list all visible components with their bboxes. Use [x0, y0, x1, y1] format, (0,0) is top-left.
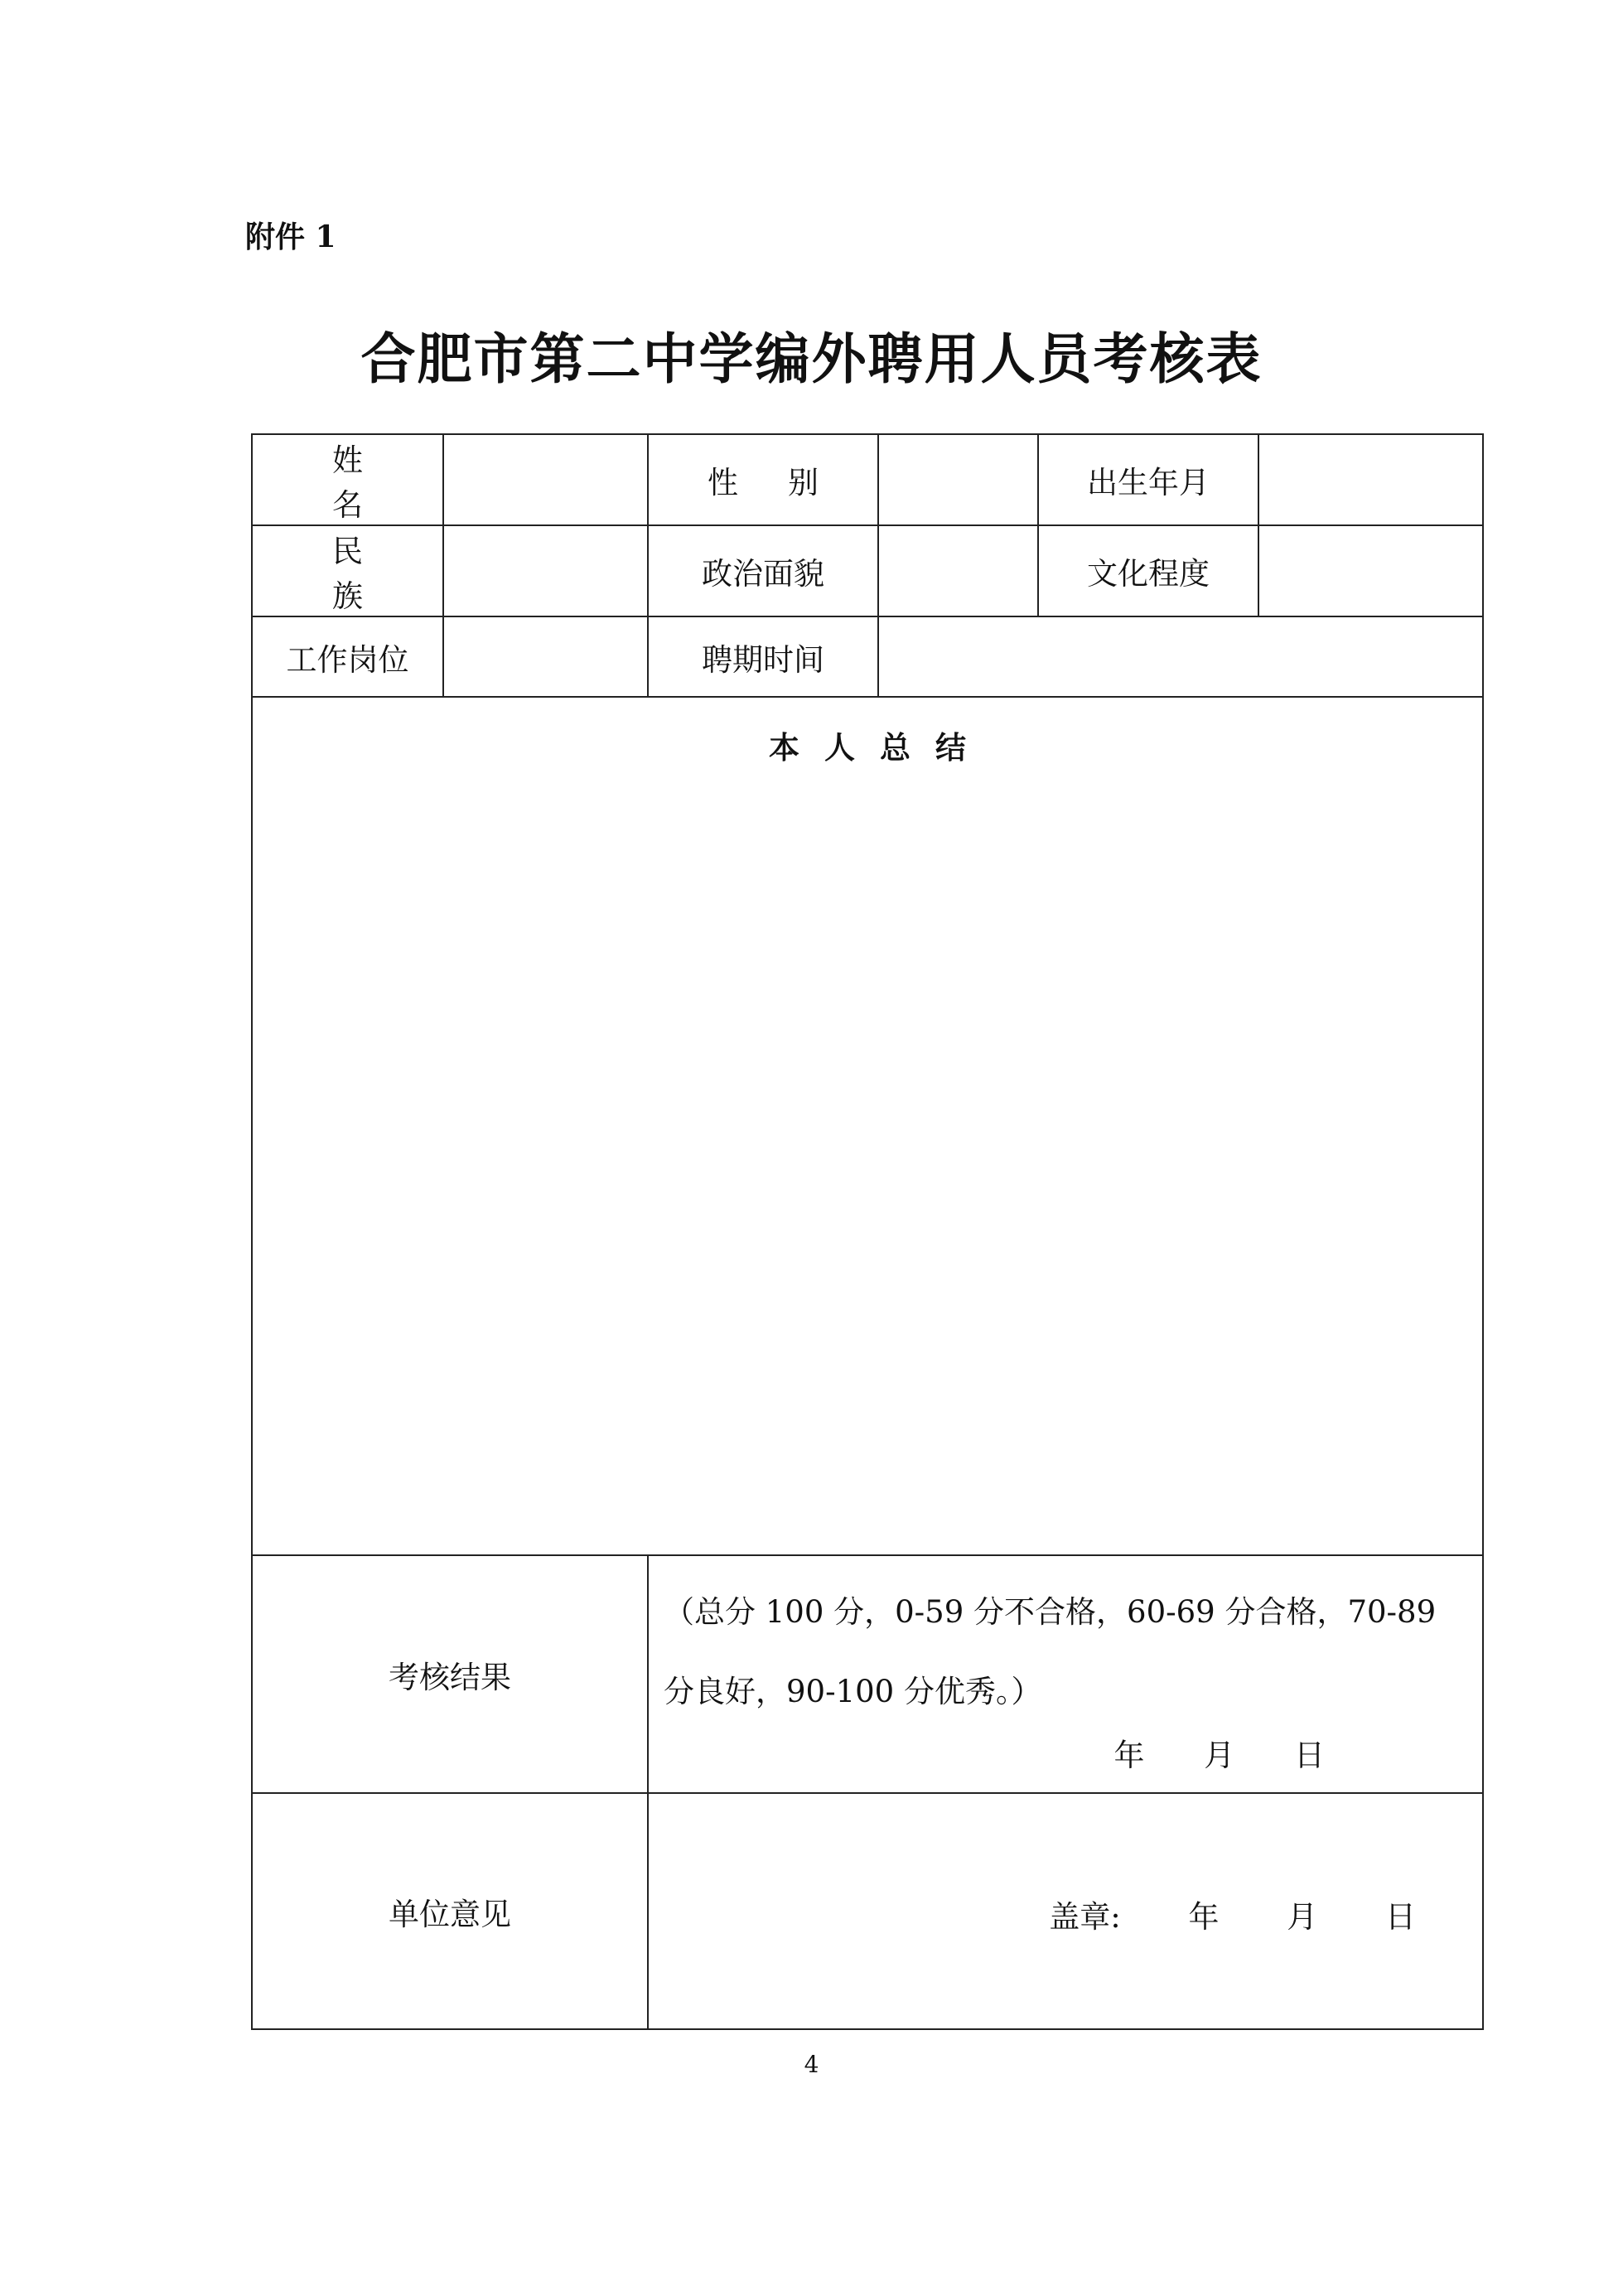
input-ethnicity[interactable] — [443, 525, 648, 616]
input-education[interactable] — [1258, 525, 1483, 616]
input-name[interactable] — [443, 434, 648, 525]
scoring-note: （总分 100 分，0-59 分不合格，60-69 分合格，70-89 分良好，90-100 分优秀。） — [664, 1594, 1437, 1709]
label-employment-period: 聘期时间 — [648, 616, 878, 697]
label-education: 文化程度 — [1038, 525, 1258, 616]
attachment-label: 附件 1 — [245, 220, 336, 254]
label-assessment-result: 考核结果 — [252, 1555, 648, 1793]
label-political-status: 政治面貌 — [648, 525, 878, 616]
label-ethnicity: 民族 — [252, 525, 443, 616]
stamp-date: 盖章: 年 月 日 — [1049, 1899, 1416, 1935]
summary-section[interactable] — [252, 697, 1483, 1555]
label-unit-opinion: 单位意见 — [252, 1793, 648, 2029]
page-number: 4 — [804, 2051, 819, 2078]
form-title: 合肥市第二中学编外聘用人员考核表 — [360, 326, 1263, 391]
input-gender[interactable] — [878, 434, 1038, 525]
label-birth: 出生年月 — [1038, 434, 1258, 525]
label-gender: 性别 — [648, 434, 878, 525]
unit-opinion-cell[interactable] — [648, 1793, 1483, 2029]
input-political-status[interactable] — [878, 525, 1038, 616]
label-name: 姓名 — [252, 434, 443, 525]
assessment-form — [251, 433, 1484, 2030]
summary-heading: 本人总结 — [769, 729, 991, 766]
label-position: 工作岗位 — [252, 616, 443, 697]
input-position[interactable] — [443, 616, 648, 697]
input-birth[interactable] — [1258, 434, 1483, 525]
assessment-date: 年 月 日 — [1113, 1738, 1325, 1773]
assessment-result-cell[interactable] — [648, 1555, 1483, 1793]
input-employment-period[interactable] — [878, 616, 1483, 697]
